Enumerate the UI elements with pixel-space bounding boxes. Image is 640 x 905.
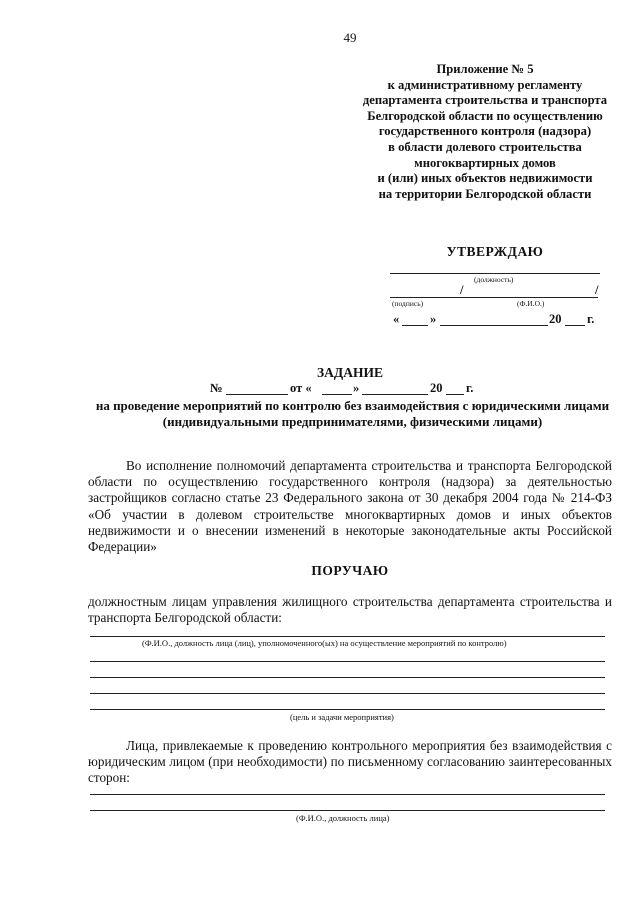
task-from: от « — [290, 381, 312, 395]
goals-line-4 — [90, 709, 605, 710]
signature-fio-line — [390, 297, 598, 298]
date-year-prefix: 20 — [549, 312, 562, 326]
goals-caption: (цель и задачи мероприятия) — [290, 712, 394, 722]
appendix-line: и (или) иных объектов недвижимости — [377, 171, 593, 186]
order-title: ПОРУЧАЮ — [311, 563, 389, 578]
date-close-quote: » — [430, 312, 437, 326]
date-day-line — [402, 325, 428, 326]
fio-slash: / — [595, 283, 599, 297]
persons-caption: (Ф.И.О., должность лица) — [296, 813, 390, 823]
task-close-quote: » — [353, 381, 360, 395]
appendix-line: департамента строительства и транспорта — [362, 93, 608, 108]
persons-paragraph — [88, 738, 612, 787]
date-year-suffix: г. — [587, 312, 595, 326]
goals-line-1 — [90, 661, 605, 662]
fio-caption: (Ф.И.О.) — [517, 299, 545, 308]
task-month-line — [362, 394, 428, 395]
date-open-quote: « — [393, 312, 400, 326]
task-num-prefix: № — [210, 381, 223, 395]
goals-line-3 — [90, 693, 605, 694]
preamble-paragraph — [88, 458, 612, 555]
persons-line-1 — [90, 794, 605, 795]
appendix-line: Белгородской области по осуществлению — [367, 108, 603, 123]
task-year-line — [446, 394, 464, 395]
task-title: ЗАДАНИЕ — [317, 365, 383, 380]
signature-slash: / — [460, 283, 464, 297]
date-month-line — [440, 325, 548, 326]
page-number: 49 — [343, 30, 357, 45]
position-line — [390, 273, 600, 274]
task-subtitle: на проведение мероприятий по контролю без взаимодействия с юридическими лицами (индивидуальными предпринимателями, физическими лицами) — [95, 398, 610, 429]
appendix-line: к административному регламенту — [387, 77, 583, 92]
appendix-header — [300, 62, 640, 202]
persons-line-2 — [90, 810, 605, 811]
task-year-suffix: г. — [466, 381, 474, 395]
appendix-line: государственного контроля (надзора) — [378, 124, 592, 139]
appendix-line: на территории Белгородской области — [378, 186, 592, 201]
officials-line — [90, 636, 605, 637]
appendix-line: Приложение № 5 — [436, 62, 534, 76]
position-caption: (должность) — [474, 275, 514, 284]
date-year-line — [565, 325, 585, 326]
preamble-text: Во исполнение полномочий департамента строительства и транспорта Белгородской области по осуществлению государственного контроля (надзора) за деятельностью застройщиков согласно статье 23 Федерального закона от 30 декабря 2004 года № 214-ФЗ «Об участии в долевом строительстве многоквартирных домов и иных объектов недвижимости и о внесении изменений в некоторые законодательные акты Российской Федерации» — [88, 458, 612, 555]
task-num-line — [226, 394, 288, 395]
approve-title: УТВЕРЖДАЮ — [446, 244, 544, 259]
order-text: должностным лицам управления жилищного строительства департамента строительства и транспорта Белгородской области: — [88, 594, 612, 626]
appendix-line: многоквартирных домов — [414, 155, 556, 170]
officials-caption: (Ф.И.О., должность лица (лиц), уполномоченного(ых) на осуществление мероприятий по контролю) — [142, 638, 507, 648]
appendix-line: в области долевого строительства — [388, 139, 582, 154]
task-year-prefix: 20 — [430, 381, 443, 395]
persons-text: Лица, привлекаемые к проведению контрольного мероприятия без взаимодействия с юридическим лицом (при необходимости) по письменному согласованию заинтересованных сторон: — [88, 738, 612, 786]
signature-caption: (подпись) — [392, 299, 424, 308]
task-day-line — [322, 394, 352, 395]
goals-line-2 — [90, 677, 605, 678]
